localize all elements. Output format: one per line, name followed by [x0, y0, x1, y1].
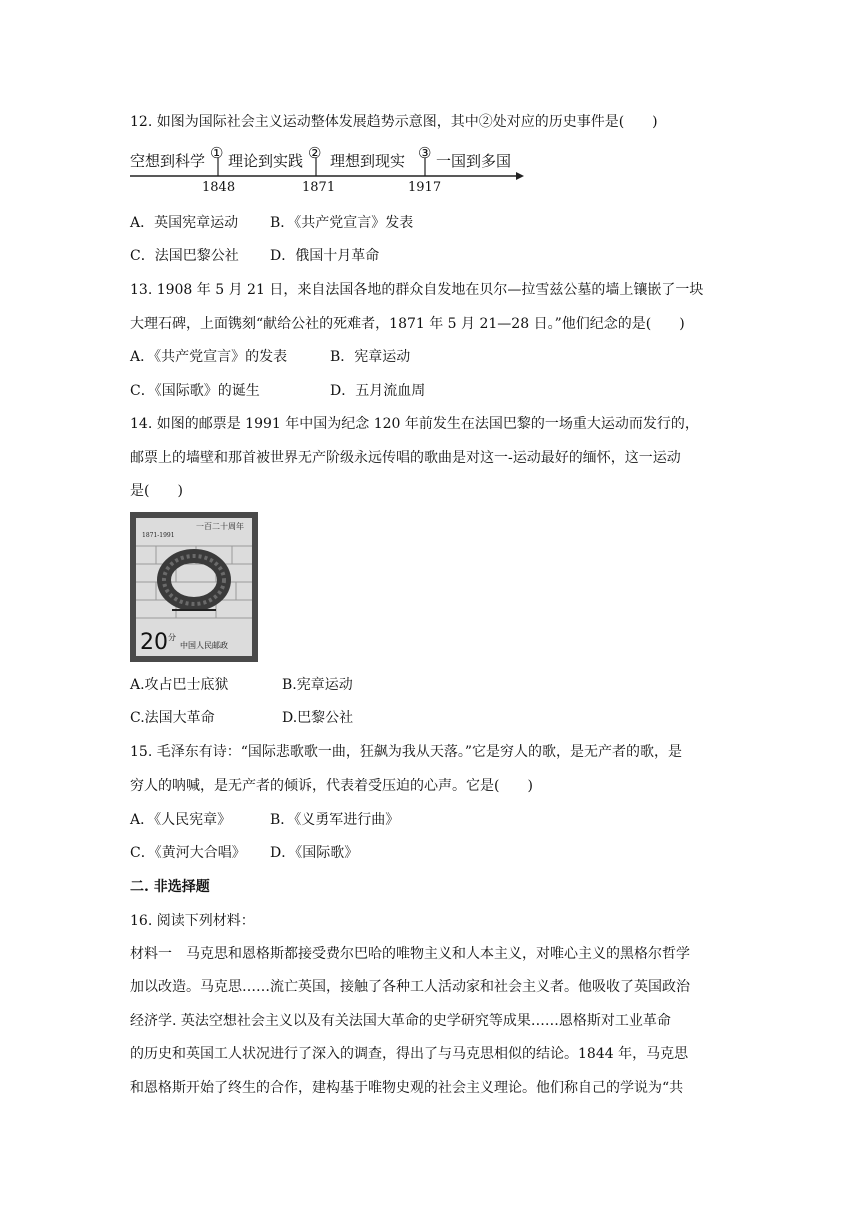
q12-option-a: A．英国宪章运动 — [130, 215, 239, 231]
stamp-years: 1871-1991 — [142, 532, 175, 539]
q16-material-line: 经济学. 英法空想社会主义以及有关法国大革命的史学研究等成果……恩格斯对工业革命 — [130, 1013, 671, 1029]
timeline-segment: 理想到现实 — [330, 152, 406, 170]
q12-option-b: B．《共产党宣言》发表 — [270, 215, 414, 231]
q13-stem-line: 大理石碑，上面镌刻“献给公社的死难者，1871 年 5 月 21—28 日。”他们纪念的是( ) — [130, 316, 685, 332]
q13-option-b: B．宪章运动 — [330, 349, 411, 365]
q13-option-d: D．五月流血周 — [330, 383, 426, 399]
q15-option-a: A．《人民宪章》 — [130, 812, 232, 828]
q14-option-b: B.宪章运动 — [282, 677, 353, 693]
stamp-top-text: 一百二十周年 — [196, 522, 244, 531]
q14-stamp-image — [130, 512, 258, 662]
q13-stem-line: 13. 1908 年 5 月 21 日，来自法国各地的群众自发地在贝尔—拉雪兹公墓的墙上镶嵌了一块 — [130, 282, 704, 298]
timeline-year: 1871 — [302, 180, 336, 195]
timeline-marker: ③ — [418, 144, 432, 162]
q14-option-a: A.攻占巴士底狱 — [130, 677, 229, 693]
q15-option-b: B．《义勇军进行曲》 — [270, 812, 400, 828]
q12-stem: 12. 如图为国际社会主义运动整体发展趋势示意图，其中②处对应的历史事件是( ) — [130, 114, 658, 130]
q14-stem-line: 14. 如图的邮票是 1991 年中国为纪念 120 年前发生在法国巴黎的一场重大运动而发行的， — [130, 416, 699, 432]
timeline-segment: 一国到多国 — [436, 152, 512, 170]
timeline-segment: 空想到科学 — [130, 152, 206, 170]
q15-option-d: D．《国际歌》 — [270, 845, 359, 861]
q16-material-line: 加以改造。马克思……流亡英国，接触了各种工人活动家和社会主义者。他吸收了英国政治 — [130, 979, 690, 995]
q12-option-c: C．法国巴黎公社 — [130, 248, 239, 264]
q14-stem-line: 邮票上的墙壁和那首被世界无产阶级永远传唱的歌曲是对这一-运动最好的缅怀，这一运动 — [130, 450, 681, 466]
timeline-marker: ② — [308, 144, 322, 162]
stamp-denomination: 20 — [140, 630, 168, 655]
section-title: 二. 非选择题 — [130, 879, 210, 895]
q16-material-line: 材料一 马克思和恩格斯都接受费尔巴哈的唯物主义和人本主义，对唯心主义的黑格尔哲学 — [130, 946, 690, 962]
q15-option-c: C．《黄河大合唱》 — [130, 845, 246, 861]
timeline-year: 1848 — [202, 180, 236, 195]
q13-option-c: C．《国际歌》的诞生 — [130, 383, 260, 399]
q16-material-line: 的历史和英国工人状况进行了深入的调查，得出了与马克思相似的结论。1844 年，马克思 — [130, 1046, 689, 1062]
q13-option-a: A．《共产党宣言》的发表 — [130, 349, 288, 365]
timeline-year: 1917 — [408, 180, 442, 195]
timeline-segment: 理论到实践 — [228, 152, 304, 170]
q14-option-d: D.巴黎公社 — [282, 710, 354, 726]
stamp-denomination-unit: 分 — [168, 633, 176, 642]
q14-option-c: C.法国大革命 — [130, 710, 215, 726]
timeline-marker: ① — [210, 144, 224, 162]
stamp-country: 中国人民邮政 — [180, 641, 228, 650]
q16-material-line: 和恩格斯开始了终生的合作，建构基于唯物史观的社会主义理论。他们称自己的学说为“共 — [130, 1080, 684, 1096]
q14-stem-line: 是( ) — [130, 483, 183, 499]
q12-timeline-diagram — [128, 142, 528, 198]
q16-stem: 16. 阅读下列材料： — [130, 913, 255, 929]
q15-stem-line: 穷人的呐喊，是无产者的倾诉，代表着受压迫的心声。它是( ) — [130, 778, 533, 794]
q12-option-d: D．俄国十月革命 — [270, 248, 380, 264]
q15-stem-line: 15. 毛泽东有诗：“国际悲歌歌一曲，狂飙为我从天落。”它是穷人的歌，是无产者的歌，是 — [130, 744, 683, 760]
